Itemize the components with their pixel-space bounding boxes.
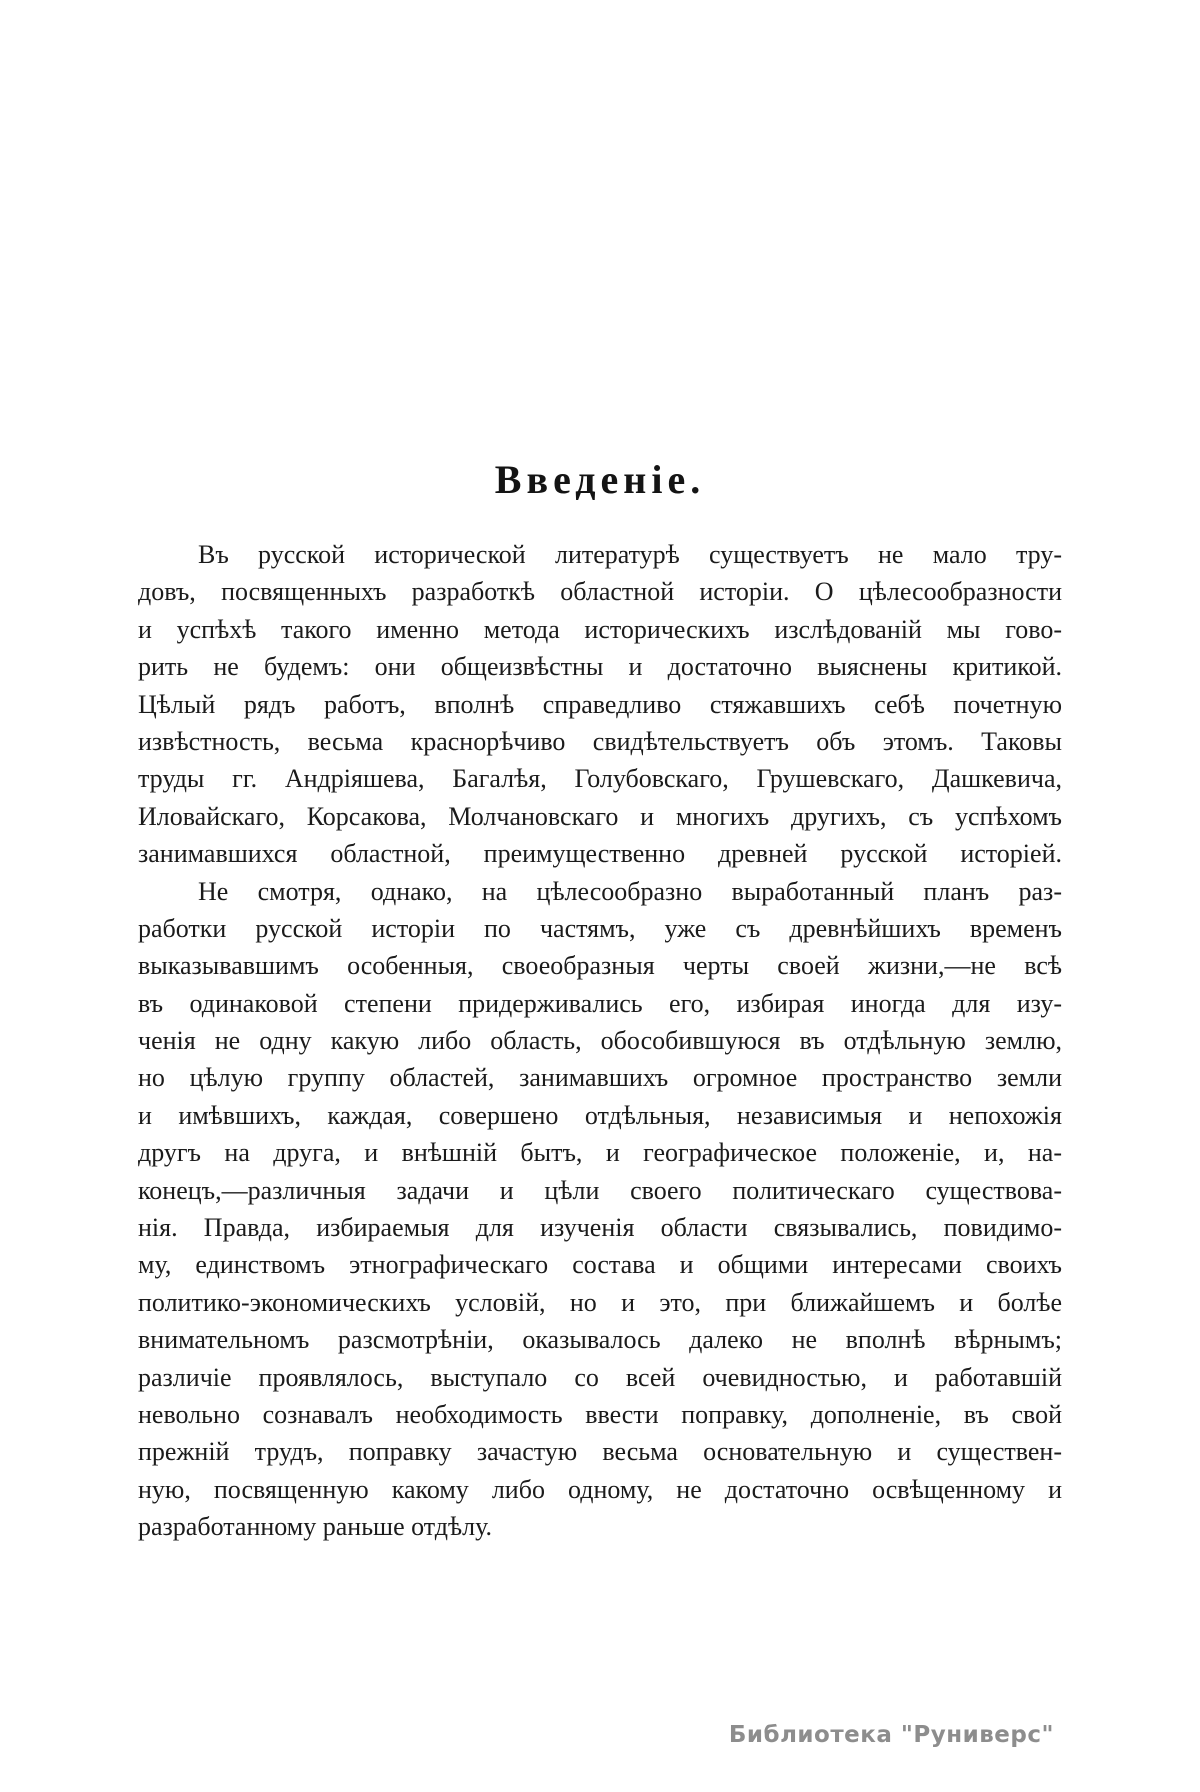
text-line: Въ русской исторической литературѣ существуетъ не мало тру- xyxy=(198,540,1062,569)
text-line: рить не будемъ: они общеизвѣстны и достаточно выяснены критикой. xyxy=(138,652,1062,682)
text-line: невольно сознавалъ необходимость ввести поправку, дополненіе, въ свой xyxy=(138,1399,1062,1429)
text-line: разработанному раньше отдѣлу. xyxy=(138,1512,493,1542)
text-line: выказывавшимъ особенныя, своеобразныя черты своей жизни,—не всѣ xyxy=(138,951,1062,981)
text-line: ченія не одну какую либо область, обособившуюся въ отдѣльную землю, xyxy=(138,1026,1062,1056)
text-line: нія. Правда, избираемыя для изученія области связывались, повидимо- xyxy=(138,1213,1062,1243)
library-watermark: Библиотека "Руниверс" xyxy=(728,1722,1054,1748)
text-line: различіе проявлялось, выступало со всей очевидностью, и работавшій xyxy=(138,1362,1062,1392)
text-block xyxy=(138,536,1062,1546)
text-line: труды гг. Андріяшева, Багалѣя, Голубовскаго, Грушевскаго, Дашкевича, xyxy=(138,764,1062,794)
text-line: занимавшихся областной, преимущественно древней русской исторіей. xyxy=(138,839,1062,869)
text-line: работки русской исторіи по частямъ, уже съ древнѣйшихъ временъ xyxy=(138,913,1062,943)
text-line: и имѣвшихъ, каждая, совершено отдѣльныя, независимыя и непохожія xyxy=(138,1100,1062,1130)
text-line: прежній трудъ, поправку зачастую весьма основательную и существен- xyxy=(138,1437,1062,1467)
text-line: извѣстность, весьма краснорѣчиво свидѣтельствуетъ объ этомъ. Таковы xyxy=(138,726,1062,756)
text-line: въ одинаковой степени придерживались его, избирая иногда для изу- xyxy=(138,988,1062,1018)
text-line: Цѣлый рядъ работъ, вполнѣ справедливо стяжавшихъ себѣ почетную xyxy=(138,689,1062,719)
text-line: Не смотря, однако, на цѣлесообразно выработанный планъ раз- xyxy=(198,876,1062,906)
text-line: му, единствомъ этнографическаго состава и общими интересами своихъ xyxy=(138,1250,1062,1280)
page-title: Введеніе. xyxy=(494,457,706,502)
text-line: но цѣлую группу областей, занимавшихъ огромное пространство земли xyxy=(138,1063,1062,1093)
text-line: ную, посвященную какому либо одному, не достаточно освѣщенному и xyxy=(138,1474,1062,1504)
text-line: политико-экономическихъ условій, но и это, при ближайшемъ и болѣе xyxy=(138,1287,1062,1317)
text-line: довъ, посвященныхъ разработкѣ областной исторіи. О цѣлесообразности xyxy=(138,577,1062,607)
title-container xyxy=(138,456,1062,503)
text-line: конецъ,—различныя задачи и цѣли своего политическаго существова- xyxy=(138,1175,1062,1205)
text-line: Иловайскаго, Корсакова, Молчановскаго и многихъ другихъ, съ успѣхомъ xyxy=(138,801,1062,831)
text-line: внимательномъ разсмотрѣніи, оказывалось далеко не вполнѣ вѣрнымъ; xyxy=(138,1325,1062,1355)
text-line: другъ на друга, и внѣшній бытъ, и географическое положеніе, и, на- xyxy=(138,1138,1062,1168)
text-line: и успѣхѣ такого именно метода историческихъ изслѣдованій мы гово- xyxy=(138,614,1062,644)
